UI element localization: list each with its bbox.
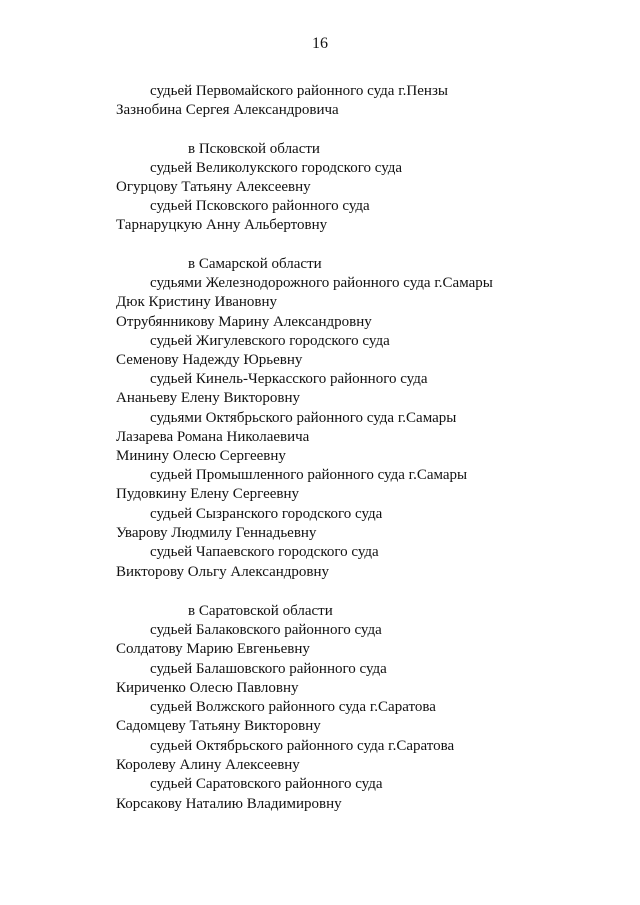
court-line: судьей Саратовского районного суда bbox=[150, 776, 383, 792]
judge-name: Семенову Надежду Юрьевну bbox=[116, 352, 303, 368]
region-heading: в Саратовской области bbox=[188, 603, 333, 619]
court-line: судьей Первомайского районного суда г.Пензы bbox=[150, 83, 448, 99]
court-line: судьей Волжского районного суда г.Саратова bbox=[150, 699, 436, 715]
court-line: судьей Балаковского районного суда bbox=[150, 622, 382, 638]
judge-name: Королеву Алину Алексеевну bbox=[116, 757, 300, 773]
judge-name: Ананьеву Елену Викторовну bbox=[116, 390, 301, 406]
court-line: судьей Промышленного районного суда г.Самары bbox=[150, 467, 468, 483]
court-line: судьей Псковского районного суда bbox=[150, 198, 370, 214]
judge-name: Уварову Людмилу Геннадьевну bbox=[116, 525, 317, 541]
judge-name: Викторову Ольгу Александровну bbox=[116, 564, 330, 580]
judge-name: Огурцову Татьяну Алексеевну bbox=[116, 179, 311, 195]
court-line: судьями Железнодорожного районного суда г.Самары bbox=[150, 275, 493, 291]
page-number: 16 bbox=[312, 35, 328, 52]
judge-name: Кириченко Олесю Павловну bbox=[116, 680, 299, 696]
court-line: судьей Великолукского городского суда bbox=[150, 160, 403, 176]
judge-name: Дюк Кристину Ивановну bbox=[116, 294, 278, 310]
region-heading: в Псковской области bbox=[188, 141, 320, 157]
court-line: судьей Сызранского городского суда bbox=[150, 506, 383, 522]
judge-name: Минину Олесю Сергеевну bbox=[116, 448, 286, 464]
judge-name: Зазнобина Сергея Александровича bbox=[116, 102, 339, 118]
court-line: судьей Балашовского районного суда bbox=[150, 661, 387, 677]
region-heading: в Самарской области bbox=[188, 256, 322, 272]
judge-name: Отрубянникову Марину Александровну bbox=[116, 314, 372, 330]
court-line: судьей Октябрьского районного суда г.Саратова bbox=[150, 738, 455, 754]
judge-name: Пудовкину Елену Сергеевну bbox=[116, 486, 300, 502]
court-line: судьей Жигулевского городского суда bbox=[150, 333, 390, 349]
judge-name: Тарнаруцкую Анну Альбертовну bbox=[116, 217, 328, 233]
court-line: судьями Октябрьского районного суда г.Самары bbox=[150, 410, 457, 426]
judge-name: Садомцеву Татьяну Викторовну bbox=[116, 718, 321, 734]
judge-name: Солдатову Марию Евгеньевну bbox=[116, 641, 310, 657]
judge-name: Лазарева Романа Николаевича bbox=[116, 429, 310, 445]
judge-name: Корсакову Наталию Владимировну bbox=[116, 796, 342, 812]
court-line: судьей Чапаевского городского суда bbox=[150, 544, 379, 560]
court-line: судьей Кинель-Черкасского районного суда bbox=[150, 371, 428, 387]
